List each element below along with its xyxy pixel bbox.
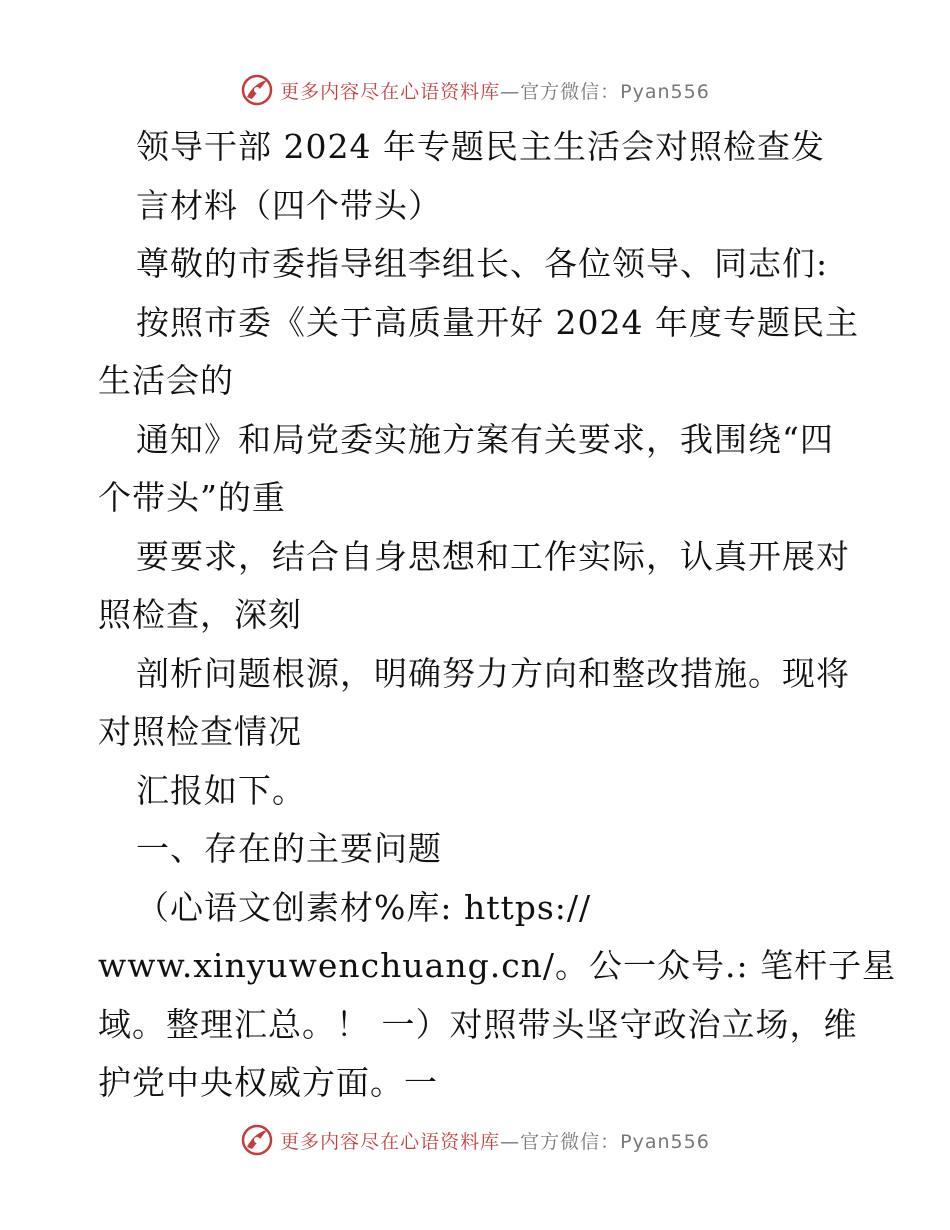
text-line: 护党中央权威方面。一 xyxy=(98,1063,438,1102)
brand-logo-icon xyxy=(240,1123,274,1157)
text-line: 照检查，深刻 xyxy=(98,595,302,634)
text-line: 按照市委《关于高质量开好 2024 年度专题民主 xyxy=(136,302,859,342)
text-line: （心语文创素材%库: https:// xyxy=(136,887,592,927)
section-heading: 一、存在的主要问题 xyxy=(136,829,442,868)
brand-logo-icon xyxy=(240,73,274,107)
banner-dash: — xyxy=(500,80,521,103)
text-line: 生活会的 xyxy=(98,361,234,400)
text-line: www.xinyuwenchuang.cn/。公一众号.: 笔杆子星 xyxy=(98,946,897,985)
document-body xyxy=(98,118,897,1113)
text-line: 通知》和局党委实施方案有关要求，我围绕“四 xyxy=(136,419,834,459)
text-line: 对照检查情况 xyxy=(98,712,302,751)
banner-contact-text: 官方微信：Pyan556 xyxy=(520,1130,710,1153)
text-line: 个带头”的重 xyxy=(98,478,286,517)
banner-brand-text: 更多内容尽在心语资料库 xyxy=(280,1130,501,1153)
text-line: 领导干部 2024 年专题民主生活会对照检查发 xyxy=(136,127,825,166)
text-line: 言材料（四个带头） xyxy=(136,185,442,225)
banner-dash: — xyxy=(500,1130,521,1153)
text-line: 域。整理汇总。！ 一）对照带头坚守政治立场，维 xyxy=(98,1004,858,1044)
text-line: 要要求，结合自身思想和工作实际，认真开展对 xyxy=(136,536,850,576)
text-line: 剖析问题根源，明确努力方向和整改措施。现将 xyxy=(136,653,850,693)
banner-contact-text: 官方微信：Pyan556 xyxy=(520,80,710,103)
text-line: 尊敬的市委指导组李组长、各位领导、同志们: xyxy=(136,244,829,283)
header-watermark-banner xyxy=(0,70,950,110)
footer-watermark-banner xyxy=(0,1120,950,1160)
banner-brand-text: 更多内容尽在心语资料库 xyxy=(280,80,501,103)
text-line: 汇报如下。 xyxy=(136,770,306,810)
